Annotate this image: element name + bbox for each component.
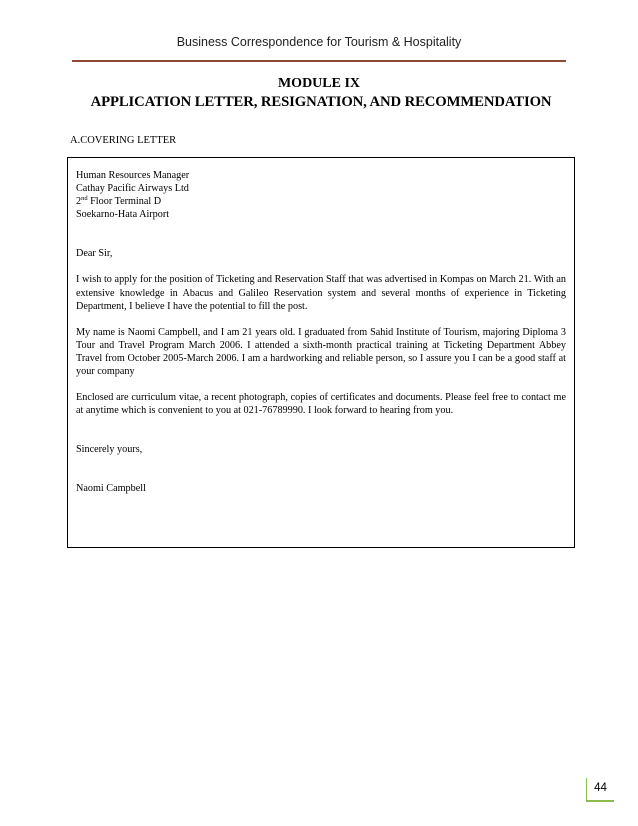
module-title: APPLICATION LETTER, RESIGNATION, AND RECOMMENDATION: [90, 94, 552, 110]
address-line-2: Cathay Pacific Airways Ltd: [76, 183, 189, 195]
floor-rest: Floor Terminal D: [87, 196, 162, 208]
module-number: MODULE IX: [277, 76, 361, 91]
address-line-3: [76, 195, 566, 208]
letter-box: [67, 157, 575, 548]
signature: Naomi Campbell: [76, 483, 146, 495]
floor-ordinal: nd: [81, 195, 88, 203]
header-divider: [72, 60, 566, 62]
paragraph-1: I wish to apply for the position of Ticketing and Reservation Staff that was advertised in Kompas on March 21. With an extensive knowledge in Abacus and Galileo Reservation system and several months of experience in Ticketing Department, I believe I have the potential to fill the post.: [76, 274, 566, 312]
address-line-4: Soekarno-Hata Airport: [76, 209, 170, 221]
running-header: Business Correspondence for Tourism & Hospitality: [176, 35, 462, 49]
floor-number: 2: [76, 196, 82, 208]
paragraph-2: My name is Naomi Campbell, and I am 21 years old. I graduated from Sahid Institute of Tourism, majoring Diploma 3 Tour and Travel Program March 2006. I attended a sixth-month practical training at Ticketing Department Abbey Travel from October 2005-March 2006. I am a hardworking and reliable person, so I assure you I can be a good staff at your company: [76, 326, 566, 378]
section-label: A.COVERING LETTER: [70, 135, 177, 146]
paragraph-3: Enclosed are curriculum vitae, a recent photograph, copies of certificates and documents. Please feel free to contact me at anytime which is convenient to you at 021-76789990. I look forward to hearing from you.: [76, 392, 566, 417]
closing: Sincerely yours,: [76, 444, 143, 456]
page-number: 44: [586, 778, 614, 802]
letter-body: [76, 169, 566, 496]
address-line-1: Human Resources Manager: [76, 170, 190, 181]
salutation: Dear Sir,: [76, 248, 113, 260]
